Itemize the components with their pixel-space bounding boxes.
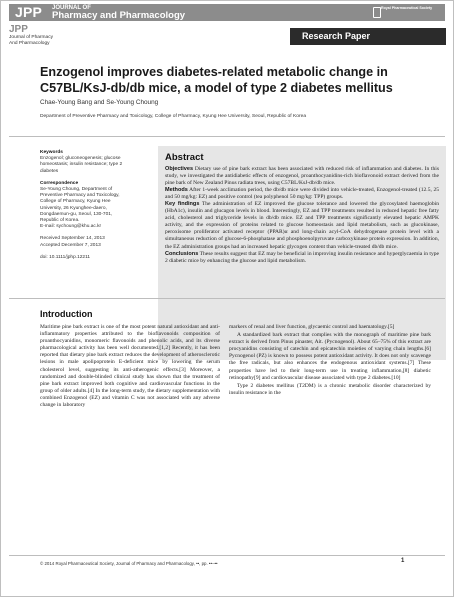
- article-sidebar: [40, 150, 132, 261]
- body-column-left: [40, 324, 220, 409]
- article-affiliation: Department of Preventive Pharmacy and Toxicology, College of Pharmacy, Kyung Hee University, Seoul, Republic of Korea: [40, 114, 307, 119]
- body-paragraph: Type 2 diabetes mellitus (T2DM) is a chronic metabolic disorder characterized by insulin resistance in the: [229, 382, 431, 396]
- introduction-heading: Introduction: [40, 309, 93, 319]
- conclusions-text: These results suggest that EZ may be beneficial in improving insulin resistance and hyperglycaemia in type 2 diabetic mice by enhancing the glucose and lipid metabolism.: [165, 250, 439, 264]
- doi-link[interactable]: doi: 10.1111/jphp.12211: [40, 254, 91, 260]
- body-paragraph: markers of renal and liver function, glycaemic control and haematology.[5]: [229, 324, 395, 330]
- keywords-label: Keywords: [40, 150, 63, 155]
- society-name: Royal Pharmaceutical Society: [381, 6, 433, 10]
- divider-intro: [9, 298, 445, 299]
- footer-copyright: © 2014 Royal Pharmaceutical Society, Journal of Pharmacy and Pharmacology, ••, pp. ••–••: [40, 561, 218, 566]
- body-paragraph: A standardized bark extract that complies with the monograph of maritime pine bark extract is derived from Pinus pinaster, Ait. (Pycnogenol). About 65–75% of this extract are procyanidins consisting of catechin and epicatechin moieties of varying chain lengths.[6] Pycnogenol (PZ) is known to possess potent antioxidant activity. It does not only scavenge the free radicals, but also enhances the endogenous antioxidant systems.[7] These properties have led to their long-term use in treating inflammation,[8] diabetic retinopathy[9] and cardiovascular disease associated with type 2 diabetes.[10]: [229, 332, 431, 381]
- conclusions-label: Conclusions: [165, 250, 199, 257]
- correspondence-text: Se-Young Choung, Department of Preventive Pharmacy and Toxicology, College of Pharmacy, Kyung Hee University, 26 Kyunghee-daero, Dongdaemun-gu, Seoul, 130-701, Republic of Korea.: [40, 187, 120, 224]
- article-type-badge: Research Paper: [290, 28, 446, 45]
- findings-text: The administration of EZ improved the glucose tolerance and lowered the glycosylated haemoglobin (HbA1c), insulin and glucagon levels in blood. Interestingly, EZ and TPP treatments resulted in reduced hepatic free fatty acid, cholesterol and triglyceride levels in db/db mice. EZ and TPP treatments significantly elevated hepatic AMPK activity, and the expression of proteins related to glucose homeostasis and lipid metabolism, such as glucokinase, peroxisome proliferator activated receptor (PPAR)α and long-chain acyl-CoA dehydrogenase protein level with a simultaneous reduction of glucose-6-phosphatase and phosphoenolpyruvate carboxykinase protein expression. In addition, the EZ administration groups had an increased hepatic glycogen content than vehicle-treated db/db mice.: [165, 201, 439, 250]
- abstract-heading: Abstract: [165, 152, 204, 163]
- methods-text: After 1-week acclimation period, the db/db mice were divided into vehicle-treated, Enzogenol-treated (12.5, 25 and 50 mg/kg: EZ) and positive control (tea polyphenol 50 mg/kg: TPP) groups.: [165, 187, 439, 201]
- body-paragraph: Maritime pine bark extract is one of the most potent natural antioxidant and anti-inflammatory properties attributed to the bioflavonoids composition of proanthocyanidins, monomeric flavonoids and phenolic acids, and its diverse pharmacological activity has been well documented.[1,2] Recently, it has been reported that dietary pine bark extract reduces the development of atherosclerotic lesions in male apolipoprotein E-deficient mice by lowering the serum cholesterol level, suggesting its anti-atherogenic effects.[3] Moreover, a randomized and double-blinded clinical study has shown that the treatment of pine bark extract improved both cognitive and cardiovascular functions in the group of older adults.[4] In the long-term study, the dietary supplementation with combined Enzogenol (EZ) and vitamin C was not associated with any adverse change in laboratory: [40, 324, 220, 409]
- society-logo-icon: [373, 7, 381, 18]
- article-authors: Chae-Young Bang and Se-Young Choung: [40, 99, 159, 106]
- keywords-text: Enzogenol; gluconeogenesis; glucose homeostasis; insulin resistance; type 2 diabetes: [40, 156, 123, 174]
- body-column-right: [229, 324, 431, 397]
- correspondence-label: Correspondence: [40, 180, 79, 186]
- masthead-line-2: And Pharmacology: [9, 41, 50, 46]
- accepted-date: Accepted December 7, 2013: [40, 242, 101, 248]
- objectives-label: Objectives: [165, 166, 194, 172]
- article-title: Enzogenol improves diabetes-related metabolic change in C57BL/KsJ-db/db mice, a model of type 2 diabetes mellitus: [40, 65, 393, 95]
- divider-top: [9, 136, 445, 137]
- journal-acronym: JPP: [15, 4, 43, 20]
- journal-name-top: JOURNAL OF: [52, 5, 91, 11]
- divider-footer: [9, 555, 445, 556]
- methods-label: Methods: [165, 187, 188, 194]
- masthead-line-1: Journal of Pharmacy: [9, 35, 53, 40]
- received-date: Received September 14, 2013: [40, 236, 105, 242]
- abstract-body: [165, 166, 439, 265]
- journal-name: Pharmacy and Pharmacology: [52, 10, 186, 21]
- masthead-acronym: JPP: [9, 24, 28, 35]
- findings-label: Key findings: [165, 201, 200, 208]
- journal-header-bar: [9, 4, 445, 21]
- page-number: 1: [401, 558, 405, 564]
- correspondence-email: E-mail: sychoung@khu.ac.kr: [40, 224, 102, 230]
- objectives-text: Dietary use of pine bark extract has been associated with reduced risk of inflammation and diabetes. In this study, we investigated the antidiabetic effects of enzogenol, proanthocyanidins-rich bioflavonoid extract derived from the pine bark of New Zealand Pinus radiata trees, using C57BL/KsJ-db/db mice.: [165, 166, 439, 187]
